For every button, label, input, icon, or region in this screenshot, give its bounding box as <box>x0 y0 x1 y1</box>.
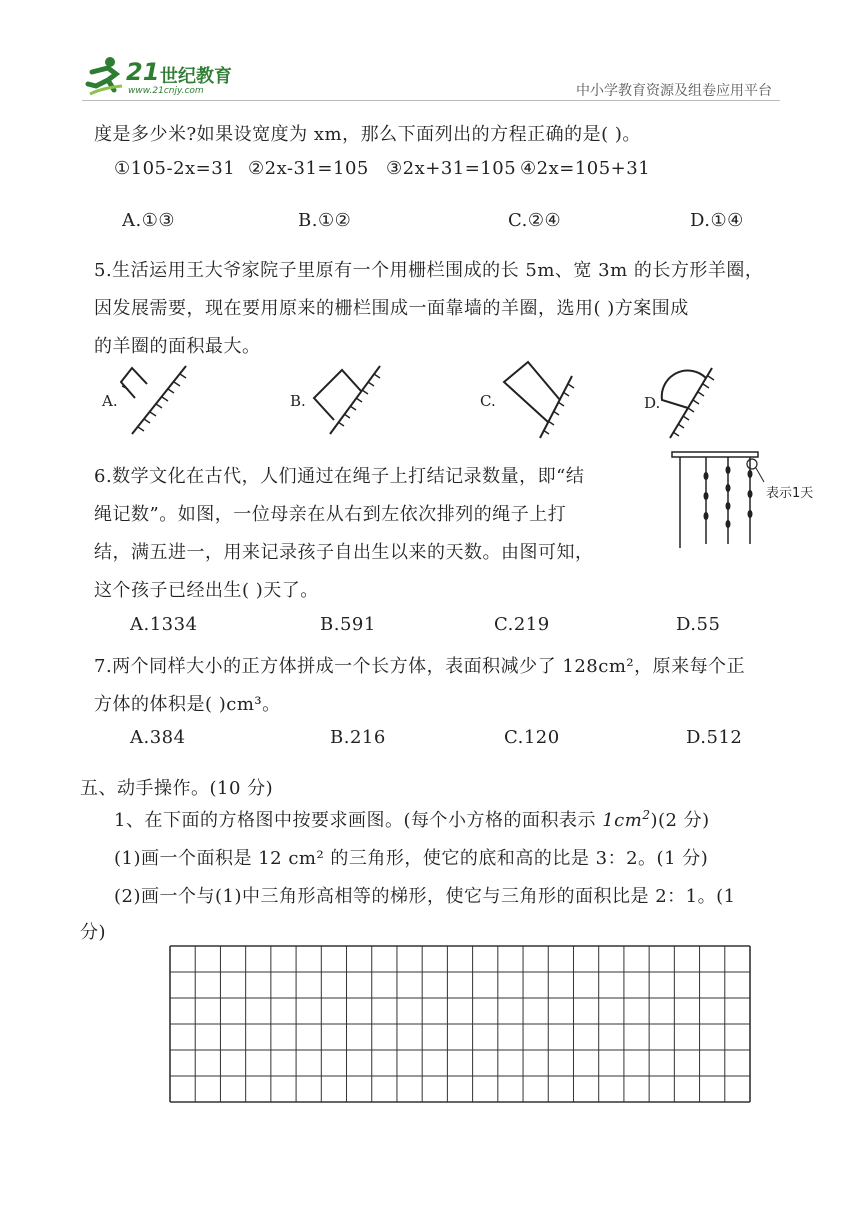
q6-line: 结，满五进一，用来记录孩子自出生以来的天数。由图可知， <box>94 542 594 563</box>
q6-option-d: D.55 <box>676 614 721 635</box>
q5-line: 5.生活运用王大爷家院子里原有一个用栅栏围成的长 5m、宽 3m 的长方形羊圈， <box>94 260 764 281</box>
item1-unit: 1cm <box>602 810 643 831</box>
q7-option-c: C.120 <box>504 727 560 748</box>
q5-figure-c <box>480 360 590 440</box>
section-title: 五、动手操作。(10 分) <box>80 778 274 799</box>
q7-line: 方体的体积是( )cm³。 <box>94 694 281 715</box>
q7-option-d: D.512 <box>686 727 743 748</box>
q4-equation: ③2x+31=105 <box>386 158 517 179</box>
q7-option-a: A.384 <box>130 727 186 748</box>
figure-label: D. <box>644 394 661 412</box>
q4-equation: ②2x-31=105 <box>248 158 369 179</box>
section5-sub2-cont: 分) <box>80 922 107 943</box>
knotted-rope-figure <box>670 448 830 552</box>
rectangle-against-wall-icon <box>496 360 591 440</box>
q4-option-d: D.①④ <box>690 210 744 231</box>
header-divider <box>82 100 780 101</box>
platform-name: 中小学教育资源及组卷应用平台 <box>576 83 772 99</box>
item1-suffix: )(2 分) <box>650 810 710 831</box>
q4-equation: ④2x=105+31 <box>520 158 651 179</box>
q6-line: 这个孩子已经出生( )天了。 <box>94 580 319 601</box>
q6-option-a: A.1334 <box>130 614 198 635</box>
section5-sub1: (1)画一个面积是 12 cm² 的三角形，使它的底和高的比是 3：2。(1 分) <box>114 848 709 869</box>
q6-line: 6.数学文化在古代，人们通过在绳子上打结记录数量，即“结 <box>94 466 585 487</box>
logo <box>82 52 252 98</box>
q4-option-a: A.①③ <box>122 210 175 231</box>
drawing-grid[interactable] <box>168 944 752 1104</box>
q4-equation: ①105-2x=31 <box>114 158 236 179</box>
q5-line: 的羊圈的面积最大。 <box>94 336 261 357</box>
figure-label: A. <box>102 392 118 410</box>
logo-url: www.21cnjy.com <box>128 86 204 96</box>
rectangle-against-wall-icon <box>120 360 210 440</box>
q5-figure-d <box>640 360 750 440</box>
q4-option-c: C.②④ <box>508 210 562 231</box>
q7-line: 7.两个同样大小的正方体拼成一个长方体，表面积减少了 128cm²，原来每个正 <box>94 656 746 677</box>
semicircle-against-wall-icon <box>656 360 746 440</box>
q6-option-b: B.591 <box>320 614 376 635</box>
logo-number: 21 <box>126 58 160 86</box>
logo-text: 世纪教育 <box>160 66 232 87</box>
q7-option-b: B.216 <box>330 727 386 748</box>
q4-option-b: B.①② <box>298 210 352 231</box>
item1-prefix: 1、在下面的方格图中按要求画图。(每个小方格的面积表示 <box>114 810 603 831</box>
figure-label: C. <box>480 392 496 410</box>
knotted-rope-icon <box>670 448 770 552</box>
figure-label: B. <box>290 392 306 410</box>
runner-logo-icon <box>82 54 126 96</box>
section5-sub2: (2)画一个与(1)中三角形高相等的梯形，使它与三角形的面积比是 2：1。(1 <box>114 886 736 907</box>
q5-figure-a <box>100 360 210 440</box>
q6-option-c: C.219 <box>494 614 550 635</box>
q5-line: 因发展需要，现在要用原来的栅栏围成一面靠墙的羊圈，选用( )方案围成 <box>94 298 689 319</box>
knot-annotation: 表示1天 <box>766 486 814 501</box>
rectangle-against-wall-icon <box>306 360 396 440</box>
q6-line: 绳记数”。如图，一位母亲在从右到左依次排列的绳子上打 <box>94 504 567 525</box>
q5-figure-b <box>290 360 400 440</box>
q4-text: 度是多少米?如果设宽度为 xm，那么下面列出的方程正确的是( )。 <box>94 124 641 145</box>
section5-item1 <box>114 806 710 832</box>
item1-sup: 2 <box>642 808 651 822</box>
